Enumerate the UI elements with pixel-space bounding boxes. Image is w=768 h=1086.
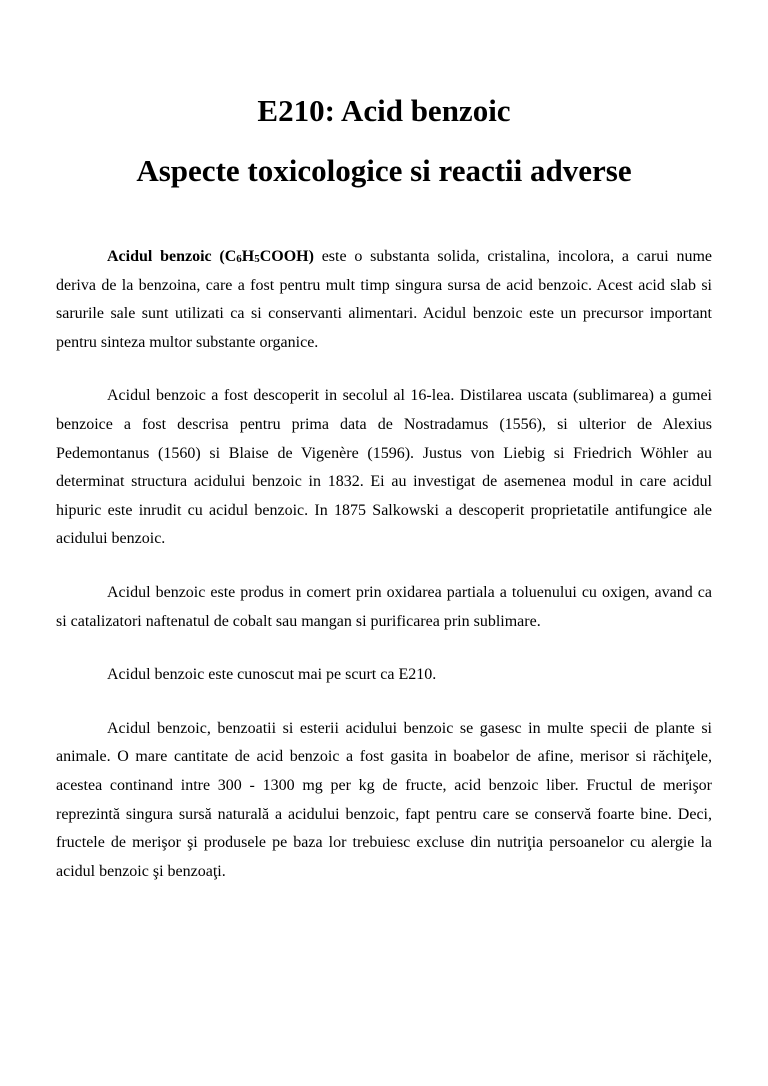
- document-title: E210: Acid benzoic: [257, 93, 511, 128]
- intro-text: este o substanta solida, cristalina, incolora, a carui nume deriva de la benzoina, care a fost pentru mult timp singura sursa de acid benzoic. Acest acid slab si sarurile sale sunt utilizati ca si conservanti alimentari. Acidul benzoic este un precursor important pentru sinteza multor substante organice.: [56, 248, 713, 351]
- chemical-formula: [219, 248, 314, 265]
- document-body: [56, 243, 712, 886]
- paragraph-production: Acidul benzoic este produs in comert prin oxidarea partiala a toluenului cu oxigen, avand ca si catalizatori naftenatul de cobalt sau mangan si purificarea prin sublimare.: [56, 583, 712, 630]
- paragraph-intro: [56, 243, 712, 357]
- formula-close: COOH): [259, 248, 314, 265]
- paragraph-sources: Acidul benzoic, benzoatii si esterii acidului benzoic se gasesc in multe specii de plante si animale. O mare cantitate de acid benzoic a fost gasita in boabelor de afine, merisor si răchiţele, acestea continand intre 300 - 1300 mg per kg de fructe, acid benzoic liber. Fructul de merişor reprezintă singura sursă naturală a acidului benzoic, fapt pentru care se conservă foarte bine. Deci, fructele de merişor şi produsele pe baza lor trebuiesc excluse din nutriţia persoanelor cu alergie la acidul benzoic şi benzoaţi.: [56, 719, 712, 880]
- formula-h: H: [241, 248, 255, 265]
- formula-subscript-6: 6: [236, 253, 242, 265]
- lead-name: Acidul benzoic: [107, 248, 212, 265]
- lead-term: [107, 248, 314, 265]
- paragraph-history: Acidul benzoic a fost descoperit in secolul al 16-lea. Distilarea uscata (sublimarea) a gumei benzoice a fost descrisa pentru prima data de Nostradamus (1556), si ulterior de Alexius Pedemontanus (1560) si Blaise de Vigenère (1596). Justus von Liebig si Friedrich Wöhler au determinat structura acidului benzoic in 1832. Ei au investigat de asemenea modul in care acidul hipuric este inrudit cu acidul benzoic. In 1875 Salkowski a descoperit proprietatile antifungice ale acidului benzoic.: [56, 387, 712, 548]
- formula-subscript-5: 5: [254, 253, 260, 265]
- paragraph-e210: Acidul benzoic este cunoscut mai pe scurt ca E210.: [107, 666, 437, 684]
- document-subtitle: Aspecte toxicologice si reactii adverse: [136, 153, 632, 188]
- formula-open: (C: [219, 248, 237, 265]
